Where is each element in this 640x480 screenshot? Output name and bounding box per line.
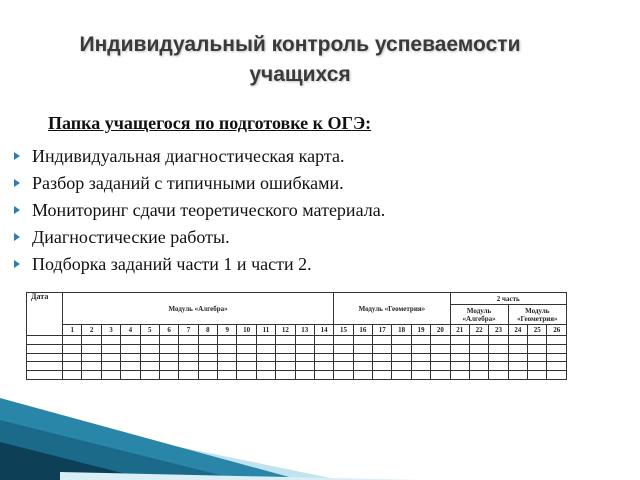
empty-cell: [547, 336, 567, 345]
table-row: [27, 371, 567, 380]
empty-cell: [256, 336, 275, 345]
task-number-cell: 15: [334, 325, 353, 336]
empty-cell: [179, 371, 198, 380]
task-number-cell: 10: [237, 325, 256, 336]
empty-cell: [295, 362, 314, 371]
empty-cell: [411, 336, 430, 345]
task-number-cell: 13: [295, 325, 314, 336]
empty-cell: [489, 344, 508, 353]
task-number-cell: 19: [411, 325, 430, 336]
empty-cell: [508, 362, 527, 371]
empty-cell: [469, 344, 488, 353]
empty-cell: [334, 371, 353, 380]
folder-subtitle: Папка учащегося по подготовке к ОГЭ:: [48, 113, 372, 133]
empty-cell: [27, 344, 63, 353]
empty-cell: [373, 362, 392, 371]
empty-cell: [101, 353, 120, 362]
empty-cell: [218, 336, 237, 345]
empty-cell: [450, 371, 469, 380]
bullet-item: [14, 143, 385, 170]
task-number-cell: 17: [373, 325, 392, 336]
empty-cell: [121, 353, 140, 362]
empty-cell: [334, 336, 353, 345]
task-number-cell: 25: [528, 325, 547, 336]
empty-cell: [295, 344, 314, 353]
empty-cell: [547, 344, 567, 353]
module-geometry-header: Модуль «Геометрия»: [334, 293, 450, 325]
task-number-cell: 20: [431, 325, 450, 336]
empty-cell: [276, 371, 295, 380]
task-number-cell: 24: [508, 325, 527, 336]
bullet-item: [14, 170, 385, 197]
empty-cell: [179, 353, 198, 362]
empty-cell: [353, 371, 372, 380]
empty-cell: [27, 362, 63, 371]
empty-cell: [373, 353, 392, 362]
empty-cell: [547, 353, 567, 362]
bullet-item: [14, 251, 385, 278]
empty-cell: [295, 336, 314, 345]
empty-cell: [237, 336, 256, 345]
empty-cell: [237, 362, 256, 371]
task-number-cell: 23: [489, 325, 508, 336]
empty-cell: [140, 344, 159, 353]
empty-cell: [27, 336, 63, 345]
empty-cell: [198, 344, 217, 353]
task-number-cell: 8: [198, 325, 217, 336]
task-number-cell: 6: [159, 325, 178, 336]
empty-cell: [314, 353, 333, 362]
empty-cell: [63, 344, 82, 353]
slide-title: Индивидуальный контроль успеваемости учащихся: [79, 33, 521, 86]
bullet-icon: [14, 152, 20, 160]
table-row: [27, 344, 567, 353]
empty-cell: [314, 362, 333, 371]
empty-cell: [256, 353, 275, 362]
bullet-icon: [14, 206, 20, 214]
empty-cell: [101, 344, 120, 353]
part2-algebra-header: Модуль «Алгебра»: [450, 305, 508, 325]
empty-cell: [547, 371, 567, 380]
empty-cell: [450, 362, 469, 371]
empty-cell: [276, 353, 295, 362]
empty-cell: [392, 336, 411, 345]
empty-cell: [353, 336, 372, 345]
task-number-cell: 4: [121, 325, 140, 336]
empty-cell: [63, 336, 82, 345]
empty-cell: [63, 353, 82, 362]
empty-cell: [469, 362, 488, 371]
empty-cell: [528, 353, 547, 362]
empty-cell: [179, 344, 198, 353]
empty-cell: [159, 353, 178, 362]
empty-cell: [159, 344, 178, 353]
bullet-item: [14, 197, 385, 224]
empty-cell: [179, 362, 198, 371]
empty-cell: [373, 336, 392, 345]
empty-cell: [82, 362, 101, 371]
empty-cell: [237, 344, 256, 353]
empty-cell: [411, 371, 430, 380]
bullet-icon: [14, 260, 20, 268]
empty-cell: [27, 371, 63, 380]
empty-cell: [392, 371, 411, 380]
empty-cell: [63, 362, 82, 371]
empty-cell: [198, 371, 217, 380]
empty-cell: [27, 353, 63, 362]
empty-cell: [469, 371, 488, 380]
empty-cell: [295, 353, 314, 362]
empty-cell: [528, 336, 547, 345]
bullet-text: Мониторинг сдачи теоретического материала.: [32, 200, 386, 220]
empty-cell: [237, 353, 256, 362]
empty-cell: [508, 371, 527, 380]
empty-cell: [159, 336, 178, 345]
task-number-cell: 16: [353, 325, 372, 336]
empty-cell: [198, 353, 217, 362]
empty-cell: [373, 344, 392, 353]
empty-cell: [489, 336, 508, 345]
empty-cell: [295, 371, 314, 380]
task-number-cell: 14: [314, 325, 333, 336]
table-row: [27, 353, 567, 362]
empty-cell: [121, 336, 140, 345]
empty-cell: [353, 344, 372, 353]
bullet-text: Диагностические работы.: [32, 227, 230, 247]
part2-geometry-header: Модуль «Геометрия»: [508, 305, 566, 325]
empty-cell: [237, 371, 256, 380]
empty-cell: [276, 344, 295, 353]
empty-cell: [101, 371, 120, 380]
empty-cell: [276, 336, 295, 345]
empty-cell: [431, 353, 450, 362]
empty-cell: [218, 353, 237, 362]
empty-cell: [198, 336, 217, 345]
empty-cell: [82, 344, 101, 353]
empty-cell: [508, 336, 527, 345]
empty-cell: [411, 353, 430, 362]
bullet-list: [14, 143, 385, 278]
task-number-cell: 21: [450, 325, 469, 336]
task-number-cell: 3: [101, 325, 120, 336]
empty-cell: [353, 353, 372, 362]
empty-cell: [314, 371, 333, 380]
task-number-cell: 26: [547, 325, 567, 336]
empty-cell: [392, 362, 411, 371]
empty-cell: [121, 362, 140, 371]
empty-cell: [431, 371, 450, 380]
diagnostic-card-table: [26, 292, 567, 380]
empty-cell: [469, 336, 488, 345]
empty-cell: [489, 362, 508, 371]
task-number-cell: 9: [218, 325, 237, 336]
table-row: [27, 362, 567, 371]
empty-cell: [140, 353, 159, 362]
empty-cell: [392, 344, 411, 353]
task-number-cell: 2: [82, 325, 101, 336]
bullet-text: Разбор заданий с типичными ошибками.: [32, 173, 344, 193]
empty-cell: [159, 371, 178, 380]
empty-cell: [547, 362, 567, 371]
decorative-wave: [0, 380, 640, 480]
empty-cell: [314, 336, 333, 345]
empty-cell: [218, 344, 237, 353]
module-algebra-header: Модуль «Алгебра»: [63, 293, 334, 325]
empty-cell: [256, 371, 275, 380]
empty-cell: [101, 362, 120, 371]
empty-cell: [179, 336, 198, 345]
empty-cell: [392, 353, 411, 362]
empty-cell: [334, 362, 353, 371]
empty-cell: [469, 353, 488, 362]
task-number-cell: 7: [179, 325, 198, 336]
empty-cell: [411, 344, 430, 353]
empty-cell: [528, 362, 547, 371]
empty-cell: [140, 362, 159, 371]
empty-cell: [373, 371, 392, 380]
task-number-cell: 22: [469, 325, 488, 336]
bullet-icon: [14, 179, 20, 187]
empty-cell: [276, 362, 295, 371]
task-number-cell: 18: [392, 325, 411, 336]
empty-cell: [218, 362, 237, 371]
task-number-cell: 12: [276, 325, 295, 336]
empty-cell: [528, 371, 547, 380]
empty-cell: [450, 336, 469, 345]
empty-cell: [489, 353, 508, 362]
bullet-text: Индивидуальная диагностическая карта.: [32, 146, 345, 166]
empty-cell: [353, 362, 372, 371]
empty-cell: [334, 344, 353, 353]
table-row: [27, 336, 567, 345]
empty-cell: [450, 353, 469, 362]
empty-cell: [431, 336, 450, 345]
bullet-item: [14, 224, 385, 251]
empty-cell: [82, 336, 101, 345]
empty-cell: [198, 362, 217, 371]
empty-cell: [256, 344, 275, 353]
empty-cell: [82, 353, 101, 362]
empty-cell: [431, 362, 450, 371]
empty-cell: [140, 336, 159, 345]
empty-cell: [63, 371, 82, 380]
empty-cell: [314, 344, 333, 353]
empty-cell: [334, 353, 353, 362]
empty-cell: [508, 353, 527, 362]
empty-cell: [218, 371, 237, 380]
empty-cell: [411, 362, 430, 371]
empty-cell: [450, 344, 469, 353]
task-number-cell: 1: [63, 325, 82, 336]
bullet-text: Подборка заданий части 1 и части 2.: [32, 254, 312, 274]
task-number-cell: 11: [256, 325, 275, 336]
empty-cell: [82, 371, 101, 380]
empty-cell: [489, 371, 508, 380]
date-header: Дата: [27, 293, 63, 336]
empty-cell: [121, 344, 140, 353]
empty-cell: [508, 344, 527, 353]
empty-cell: [159, 362, 178, 371]
empty-cell: [528, 344, 547, 353]
bullet-icon: [14, 233, 20, 241]
empty-cell: [101, 336, 120, 345]
empty-cell: [121, 371, 140, 380]
empty-cell: [256, 362, 275, 371]
empty-cell: [431, 344, 450, 353]
task-number-cell: 5: [140, 325, 159, 336]
part2-header: 2 часть: [450, 293, 567, 305]
empty-cell: [140, 371, 159, 380]
